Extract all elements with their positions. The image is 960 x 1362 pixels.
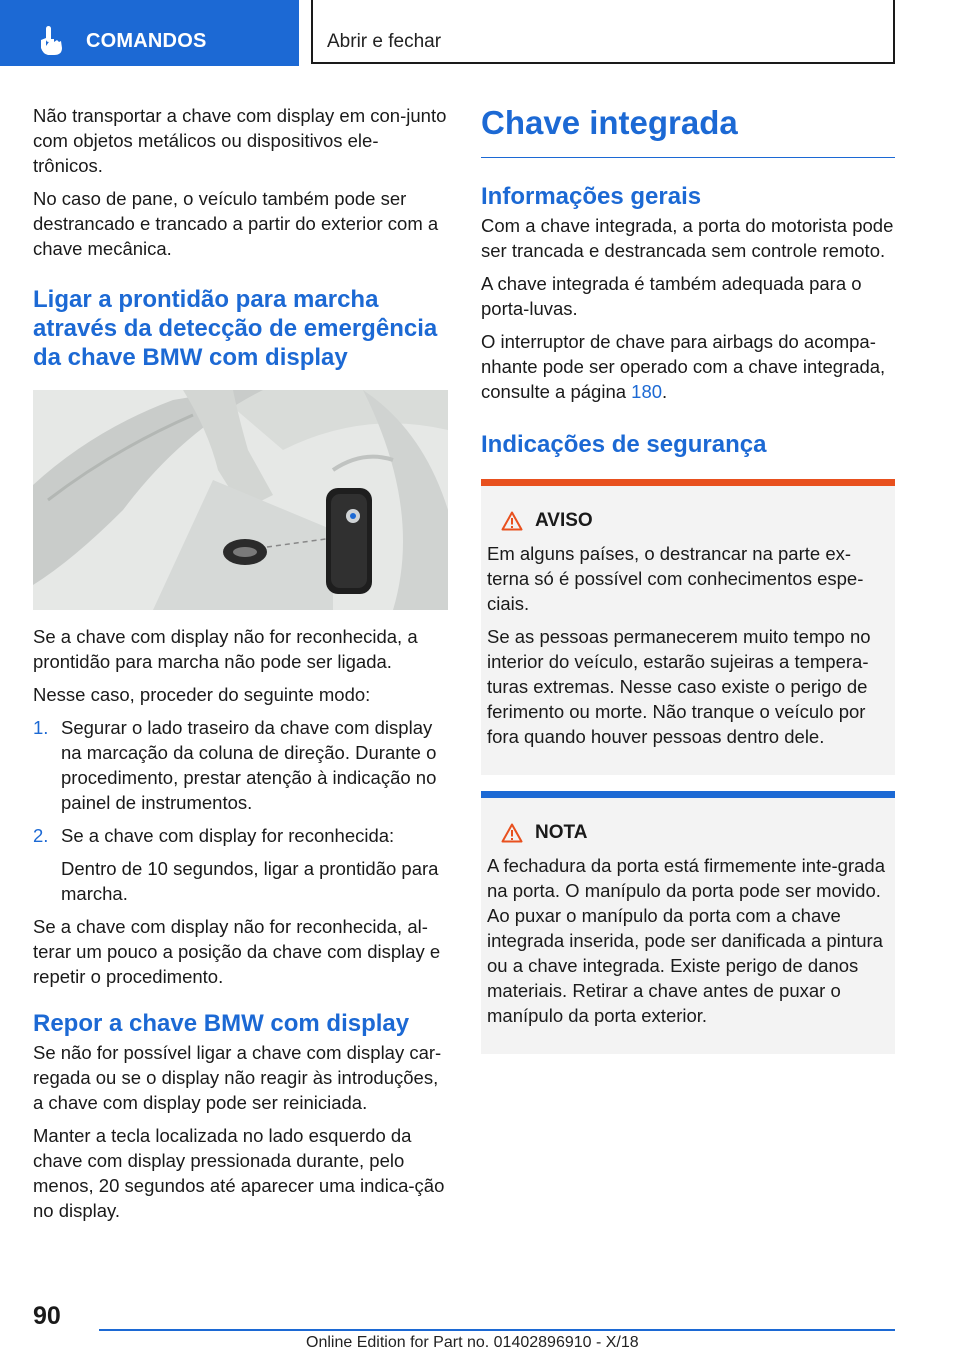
paragraph-text: O interruptor de chave para airbags do acompa-nhante pode ser operado com a chave integrada, consulte a página — [481, 331, 886, 402]
footer-edition: Online Edition for Part no. 01402896910 - X/18 — [306, 1334, 639, 1351]
paragraph: Se a chave com display não for reconhecida, a prontidão para marcha não pode ser ligada. — [33, 626, 418, 672]
paragraph: Nesse caso, proceder do seguinte modo: — [33, 684, 371, 705]
paragraph: Não transportar a chave com display em con-junto com objetos metálicos ou dispositivos ele-trônicos. — [33, 105, 447, 176]
paragraph: Se a chave com display não for reconhecida, al-terar um pouco a posição da chave com display e repetir o procedimento. — [33, 916, 441, 987]
step-text: Se a chave com display for reconhecida: — [61, 825, 395, 846]
callout-label: NOTA — [535, 822, 588, 843]
warning-triangle-icon — [501, 823, 523, 843]
paragraph: Com a chave integrada, a porta do motorista pode ser trancada e destrancada sem controle remoto. — [481, 215, 894, 261]
page-title: Chave integrada — [481, 103, 895, 158]
section-heading: Indicações de segurança — [481, 431, 767, 458]
paragraph: Manter a tecla localizada no lado esquerdo da chave com display pressionada durante, pelo menos, 20 segundos até aparecer uma indica-ção no display. — [33, 1125, 445, 1221]
warning-callout — [481, 479, 895, 775]
paragraph: A fechadura da porta está firmemente inte-grada na porta. O manípulo da porta pode ser movido. Ao puxar o manípulo da porta com a chave integrada inserida, pode ser danificada a pintura ou a chave integrada. Existe perigo de danos materiais. Retirar a chave antes de puxar o manípulo da porta exterior. — [487, 855, 885, 1026]
step-number: 2. — [33, 825, 49, 846]
steering-column-key-illustration — [33, 390, 448, 610]
header-chapter-box — [311, 0, 895, 64]
paragraph: No caso de pane, o veículo também pode ser destrancado e trancado a partir do exterior com a chave mecânica. — [33, 188, 439, 259]
right-column — [481, 103, 895, 1070]
warning-triangle-icon — [501, 511, 523, 531]
header-section-tab — [0, 0, 299, 66]
paragraph: A chave integrada é também adequada para o porta-luvas. — [481, 273, 862, 319]
footer-divider — [99, 1329, 895, 1331]
list-item — [33, 715, 448, 815]
page-reference-link[interactable]: 180 — [631, 381, 663, 402]
section-heading: Ligar a prontidão para marcha através da detecção de emergência da chave BMW com display — [33, 286, 438, 371]
header-chapter-title: Abrir e fechar — [327, 31, 442, 52]
callout-heading — [487, 508, 887, 533]
paragraph — [481, 329, 895, 404]
callout-label: AVISO — [535, 510, 593, 531]
left-column — [33, 103, 448, 1231]
callout-heading — [487, 820, 887, 845]
note-callout — [481, 791, 895, 1054]
illustration-graphic — [33, 390, 448, 610]
step-number: 1. — [33, 717, 49, 738]
list-item — [33, 823, 448, 906]
section-heading: Repor a chave BMW com display — [33, 1010, 410, 1037]
paragraph: Se as pessoas permanecerem muito tempo no interior do veículo, estarão sujeiras a tempera-turas extremas. Nesse caso existe o perigo de ferimento ou morte. Não tranque o veículo por fora quando houver pessoas dentro dele. — [487, 626, 871, 747]
section-heading: Informações gerais — [481, 183, 702, 210]
step-subtext: Dentro de 10 segundos, ligar a prontidão para marcha. — [61, 858, 439, 904]
pointing-hand-icon — [38, 26, 64, 56]
header-section-label: COMANDOS — [86, 30, 207, 52]
page-number: 90 — [33, 1302, 61, 1330]
paragraph-text: . — [662, 381, 668, 402]
step-text: Segurar o lado traseiro da chave com display na marcação da coluna de direção. Durante o procedimento, prestar atenção à indicação no painel de instrumentos. — [61, 717, 437, 813]
paragraph: Se não for possível ligar a chave com display car-regada ou se o display não reagir às introduções, a chave com display pode ser reiniciada. — [33, 1042, 442, 1113]
paragraph: Em alguns países, o destrancar na parte ex-terna só é possível com conhecimentos espe-ciais. — [487, 543, 864, 614]
procedure-steps — [33, 715, 448, 906]
